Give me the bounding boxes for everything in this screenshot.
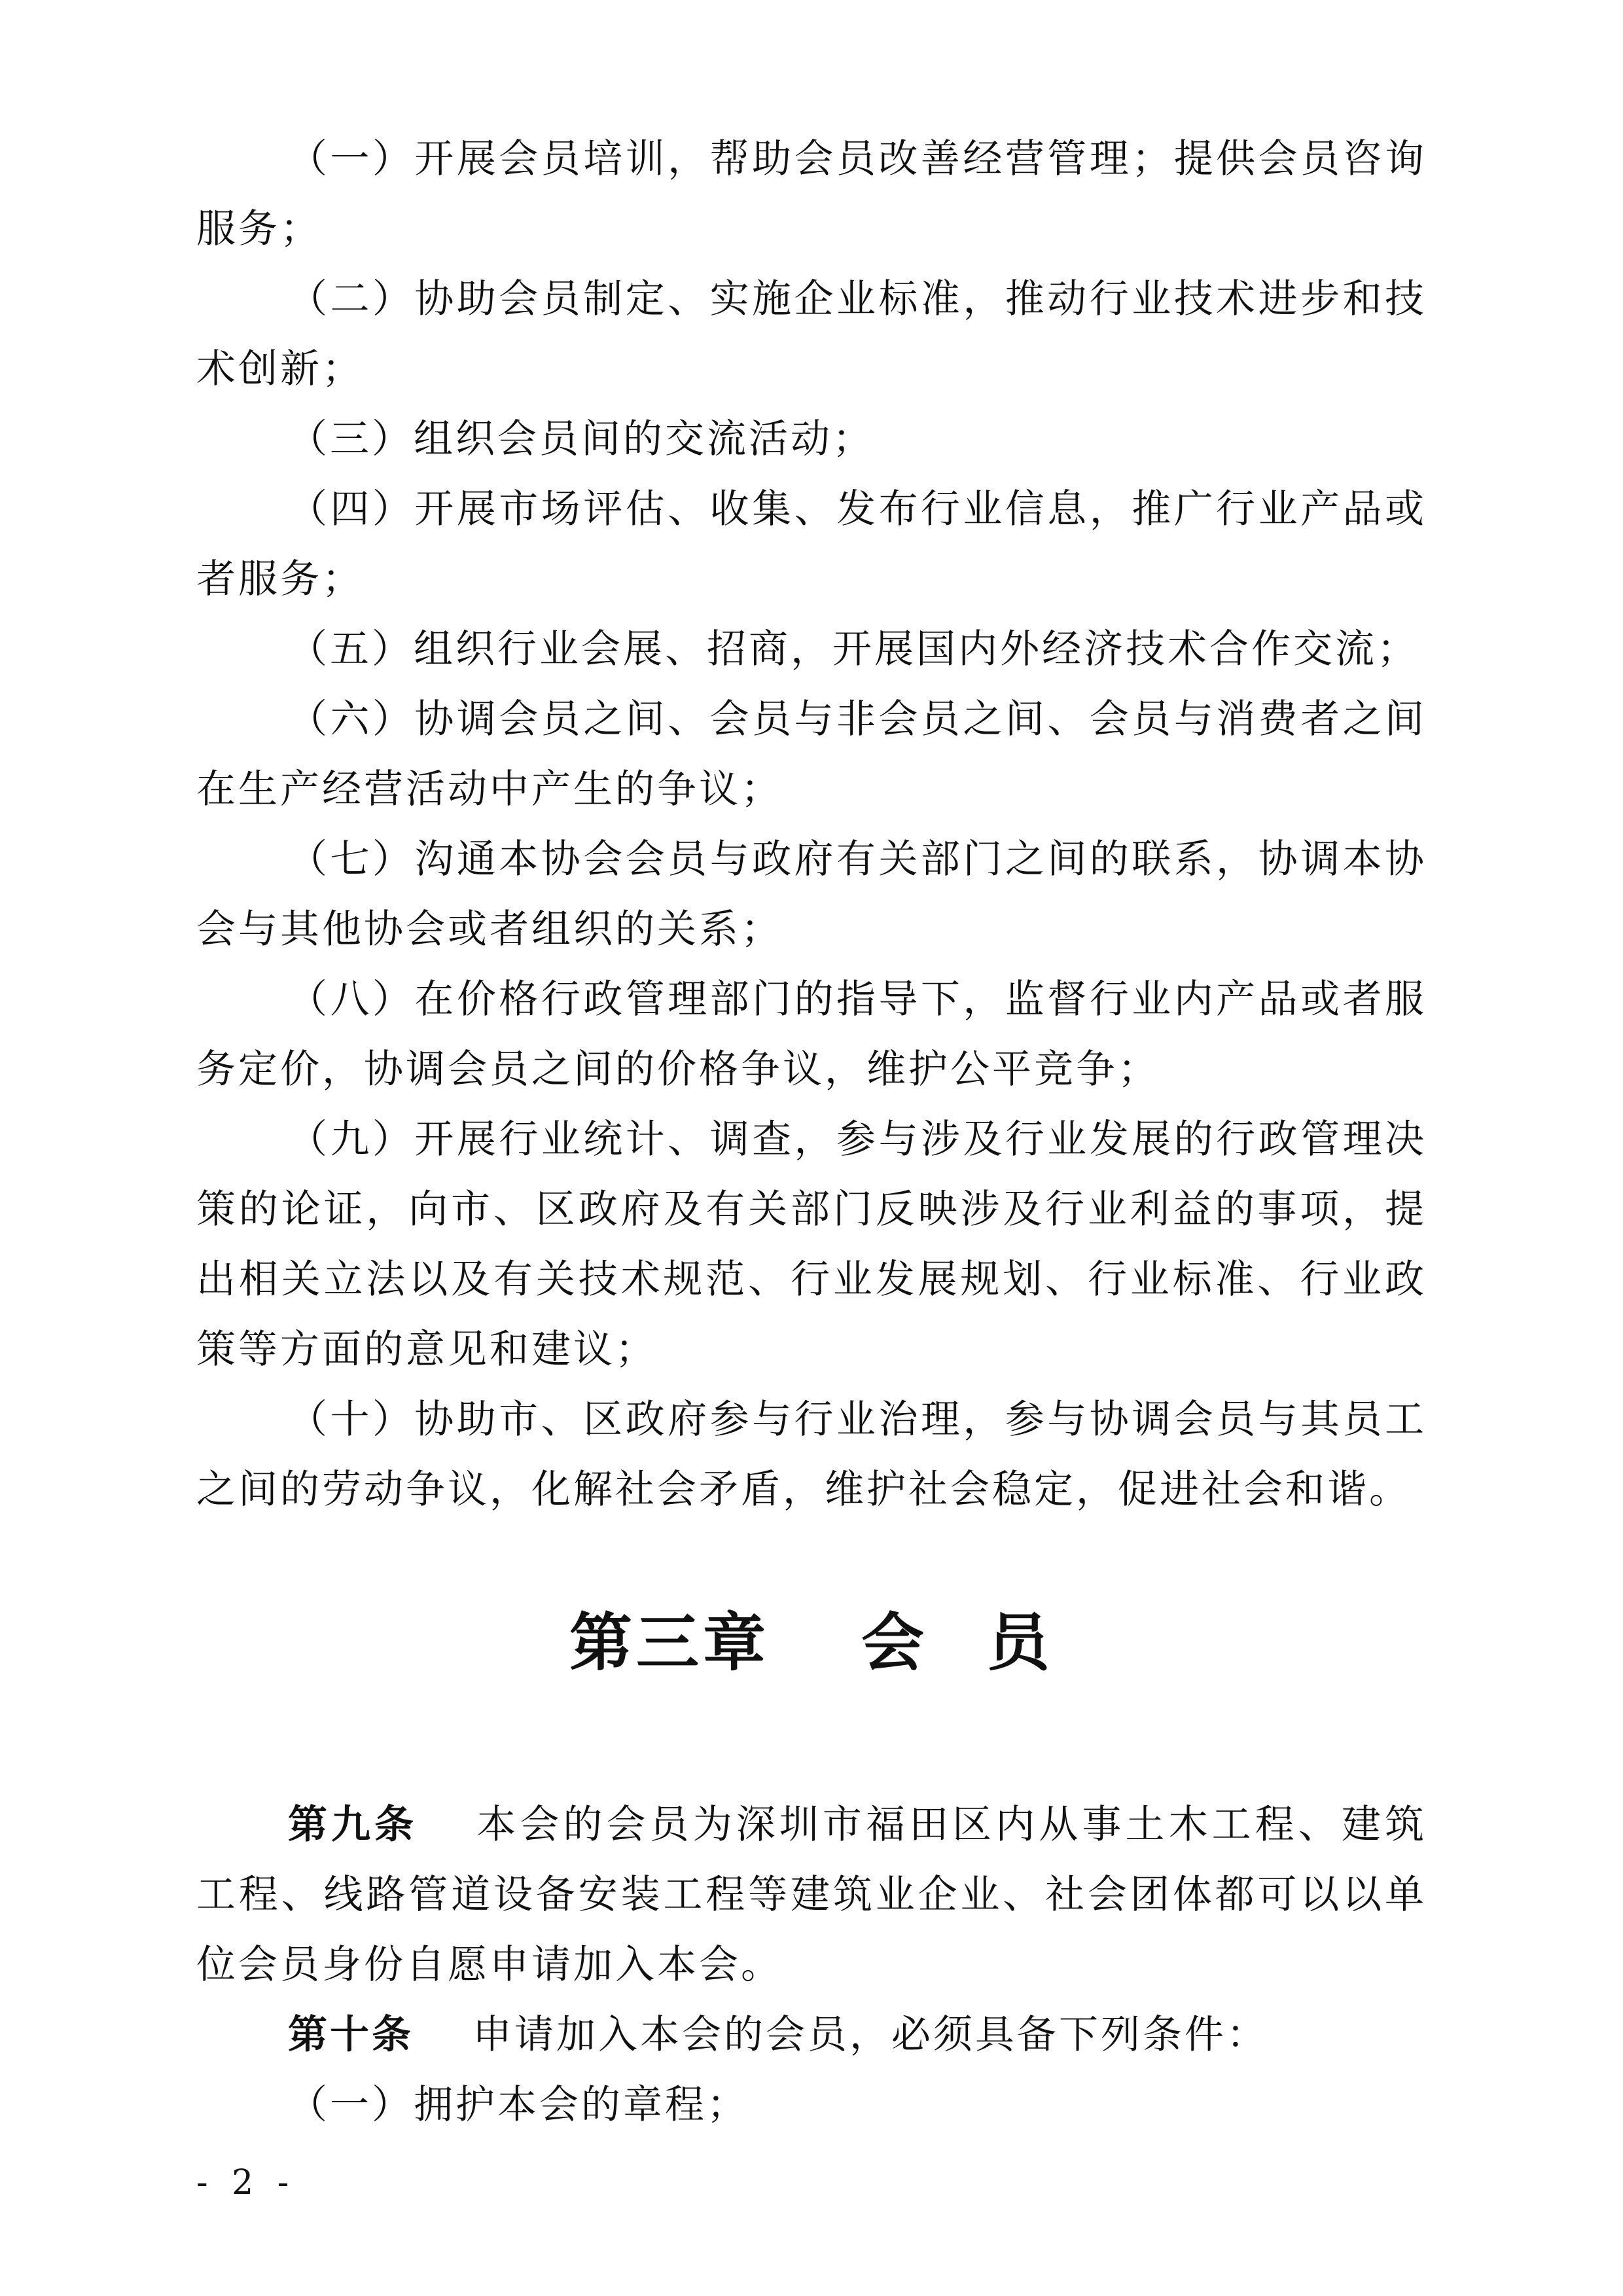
article-9-text: 本会的会员为深圳市福田区内从事土木工程、建筑工程、线路管道设备安装工程等建筑业企业、社会团体都可以以单位会员身份自愿申请加入本会。 bbox=[196, 1802, 1427, 1988]
item-5: （五）组织行业会展、招商，开展国内外经济技术合作交流； bbox=[288, 626, 1419, 672]
item-2: （二）协助会员制定、实施企业标准，推动行业技术进步和技术创新； bbox=[196, 276, 1427, 392]
item-4: （四）开展市场评估、收集、发布行业信息，推广行业产品或者服务； bbox=[196, 486, 1427, 602]
article-10-label: 第十条 bbox=[288, 2012, 414, 2058]
chapter-number: 第三章 bbox=[569, 1605, 770, 1679]
item-3: （三）组织会员间的交流活动； bbox=[288, 416, 874, 462]
item-8: （八）在价格行政管理部门的指导下，监督行业内产品或者服务定价，协调会员之间的价格争议，维护公平竞争； bbox=[196, 977, 1427, 1092]
article-9 bbox=[196, 1790, 1427, 2000]
article-8-items bbox=[196, 124, 1427, 1525]
item-1: （一）开展会员培训，帮助会员改善经营管理；提供会员咨询服务； bbox=[196, 136, 1427, 252]
article-10-item-1: （一）拥护本会的章程； bbox=[288, 2082, 749, 2128]
article-9-label: 第九条 bbox=[288, 1802, 418, 1848]
chapter-articles bbox=[196, 1790, 1427, 2140]
item-7: （七）沟通本协会会员与政府有关部门之间的联系，协调本协会与其他协会或者组织的关系； bbox=[196, 836, 1427, 952]
item-10: （十）协助市、区政府参与行业治理，参与协调会员与其员工之间的劳动争议，化解社会矛盾，维护社会稳定，促进社会和谐。 bbox=[196, 1397, 1427, 1513]
page-number: - 2 - bbox=[196, 2163, 296, 2202]
item-9: （九）开展行业统计、调查，参与涉及行业发展的行政管理决策的论证，向市、区政府及有关部门反映涉及行业利益的事项，提出相关立法以及有关技术规范、行业发展规划、行业标准、行业政策等方面的意见和建议； bbox=[196, 1117, 1427, 1372]
chapter-title-part2: 员 bbox=[987, 1605, 1054, 1679]
item-6: （六）协调会员之间、会员与非会员之间、会员与消费者之间在生产经营活动中产生的争议； bbox=[196, 696, 1427, 812]
article-10 bbox=[196, 2000, 1427, 2070]
article-10-text: 申请加入本会的会员，必须具备下列条件： bbox=[473, 2012, 1268, 2058]
chapter-heading bbox=[196, 1597, 1427, 1689]
chapter-title-part1: 会 bbox=[861, 1605, 928, 1679]
